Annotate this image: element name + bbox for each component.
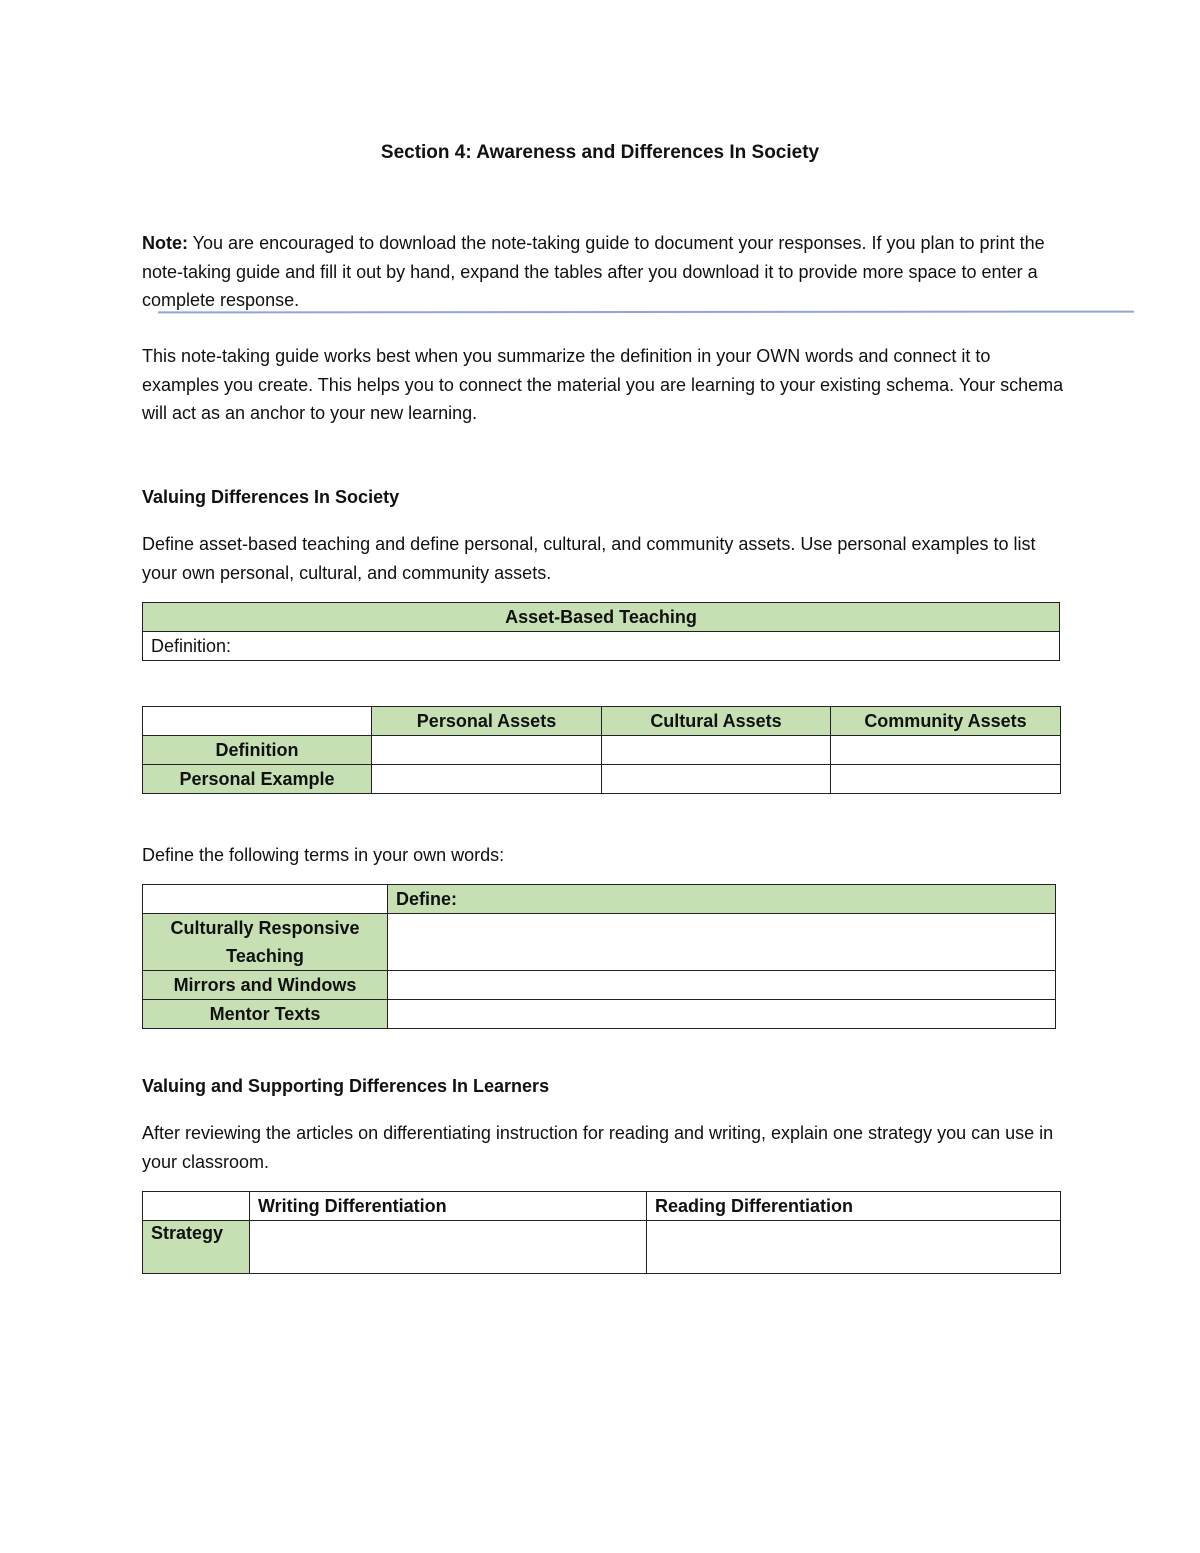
asset-based-teaching-header: Asset-Based Teaching xyxy=(143,603,1060,632)
community-assets-definition-cell[interactable] xyxy=(831,736,1061,765)
mentor-texts-definition-cell[interactable] xyxy=(388,1000,1056,1029)
culturally-responsive-teaching-definition-cell[interactable] xyxy=(388,914,1056,971)
strategy-instructions: After reviewing the articles on differentiating instruction for reading and writing, explain one strategy you can use in your classroom. xyxy=(142,1123,1054,1172)
column-header-community-assets: Community Assets xyxy=(831,707,1061,736)
row-header-strategy: Strategy xyxy=(143,1221,250,1274)
terms-corner-cell xyxy=(143,885,388,914)
strategy-table xyxy=(142,1191,1061,1274)
terms-table xyxy=(142,884,1056,1029)
asset-based-teaching-table xyxy=(142,602,1060,661)
reading-strategy-cell[interactable] xyxy=(647,1221,1061,1274)
page-title: Section 4: Awareness and Differences In Society xyxy=(380,142,820,163)
cultural-assets-definition-cell[interactable] xyxy=(602,736,831,765)
column-header-reading-differentiation: Reading Differentiation xyxy=(647,1192,1061,1221)
note-text: You are encouraged to download the note-taking guide to document your responses. If you plan to print the note-taking guide and fill it out by hand, expand the tables after you download it to provide more space to enter a complete response. xyxy=(142,233,1045,310)
intro-paragraph: This note-taking guide works best when you summarize the definition in your OWN words and connect it to examples you create. This helps you to connect the material you are learning to your existing schema. Your schema will act as an anchor to your new learning. xyxy=(142,346,1064,423)
note-label: Note: xyxy=(142,233,188,253)
personal-assets-example-cell[interactable] xyxy=(372,765,602,794)
column-header-writing-differentiation: Writing Differentiation xyxy=(250,1192,647,1221)
term-mentor-texts: Mentor Texts xyxy=(143,1000,388,1029)
assets-grid-corner-cell xyxy=(143,707,372,736)
term-culturally-responsive-teaching: Culturally Responsive Teaching xyxy=(143,914,388,971)
asset-instructions: Define asset-based teaching and define personal, cultural, and community assets. Use personal examples to list your own personal, cultural, and community assets. xyxy=(142,534,1036,583)
writing-strategy-cell[interactable] xyxy=(250,1221,647,1274)
define-header: Define: xyxy=(388,885,1056,914)
asset-definition-cell[interactable]: Definition: xyxy=(143,632,1060,661)
terms-instructions: Define the following terms in your own words: xyxy=(142,845,505,865)
row-header-definition: Definition xyxy=(143,736,372,765)
note-paragraph xyxy=(142,229,1072,315)
term-mirrors-and-windows: Mirrors and Windows xyxy=(143,971,388,1000)
personal-assets-definition-cell[interactable] xyxy=(372,736,602,765)
mirrors-and-windows-definition-cell[interactable] xyxy=(388,971,1056,1000)
community-assets-example-cell[interactable] xyxy=(831,765,1061,794)
cultural-assets-example-cell[interactable] xyxy=(602,765,831,794)
section-heading-society: Valuing Differences In Society xyxy=(142,487,400,507)
strategy-corner-cell xyxy=(143,1192,250,1221)
row-header-personal-example: Personal Example xyxy=(143,765,372,794)
column-header-cultural-assets: Cultural Assets xyxy=(602,707,831,736)
section-heading-learners: Valuing and Supporting Differences In Learners xyxy=(142,1076,550,1096)
assets-grid-table xyxy=(142,706,1061,794)
column-header-personal-assets: Personal Assets xyxy=(372,707,602,736)
